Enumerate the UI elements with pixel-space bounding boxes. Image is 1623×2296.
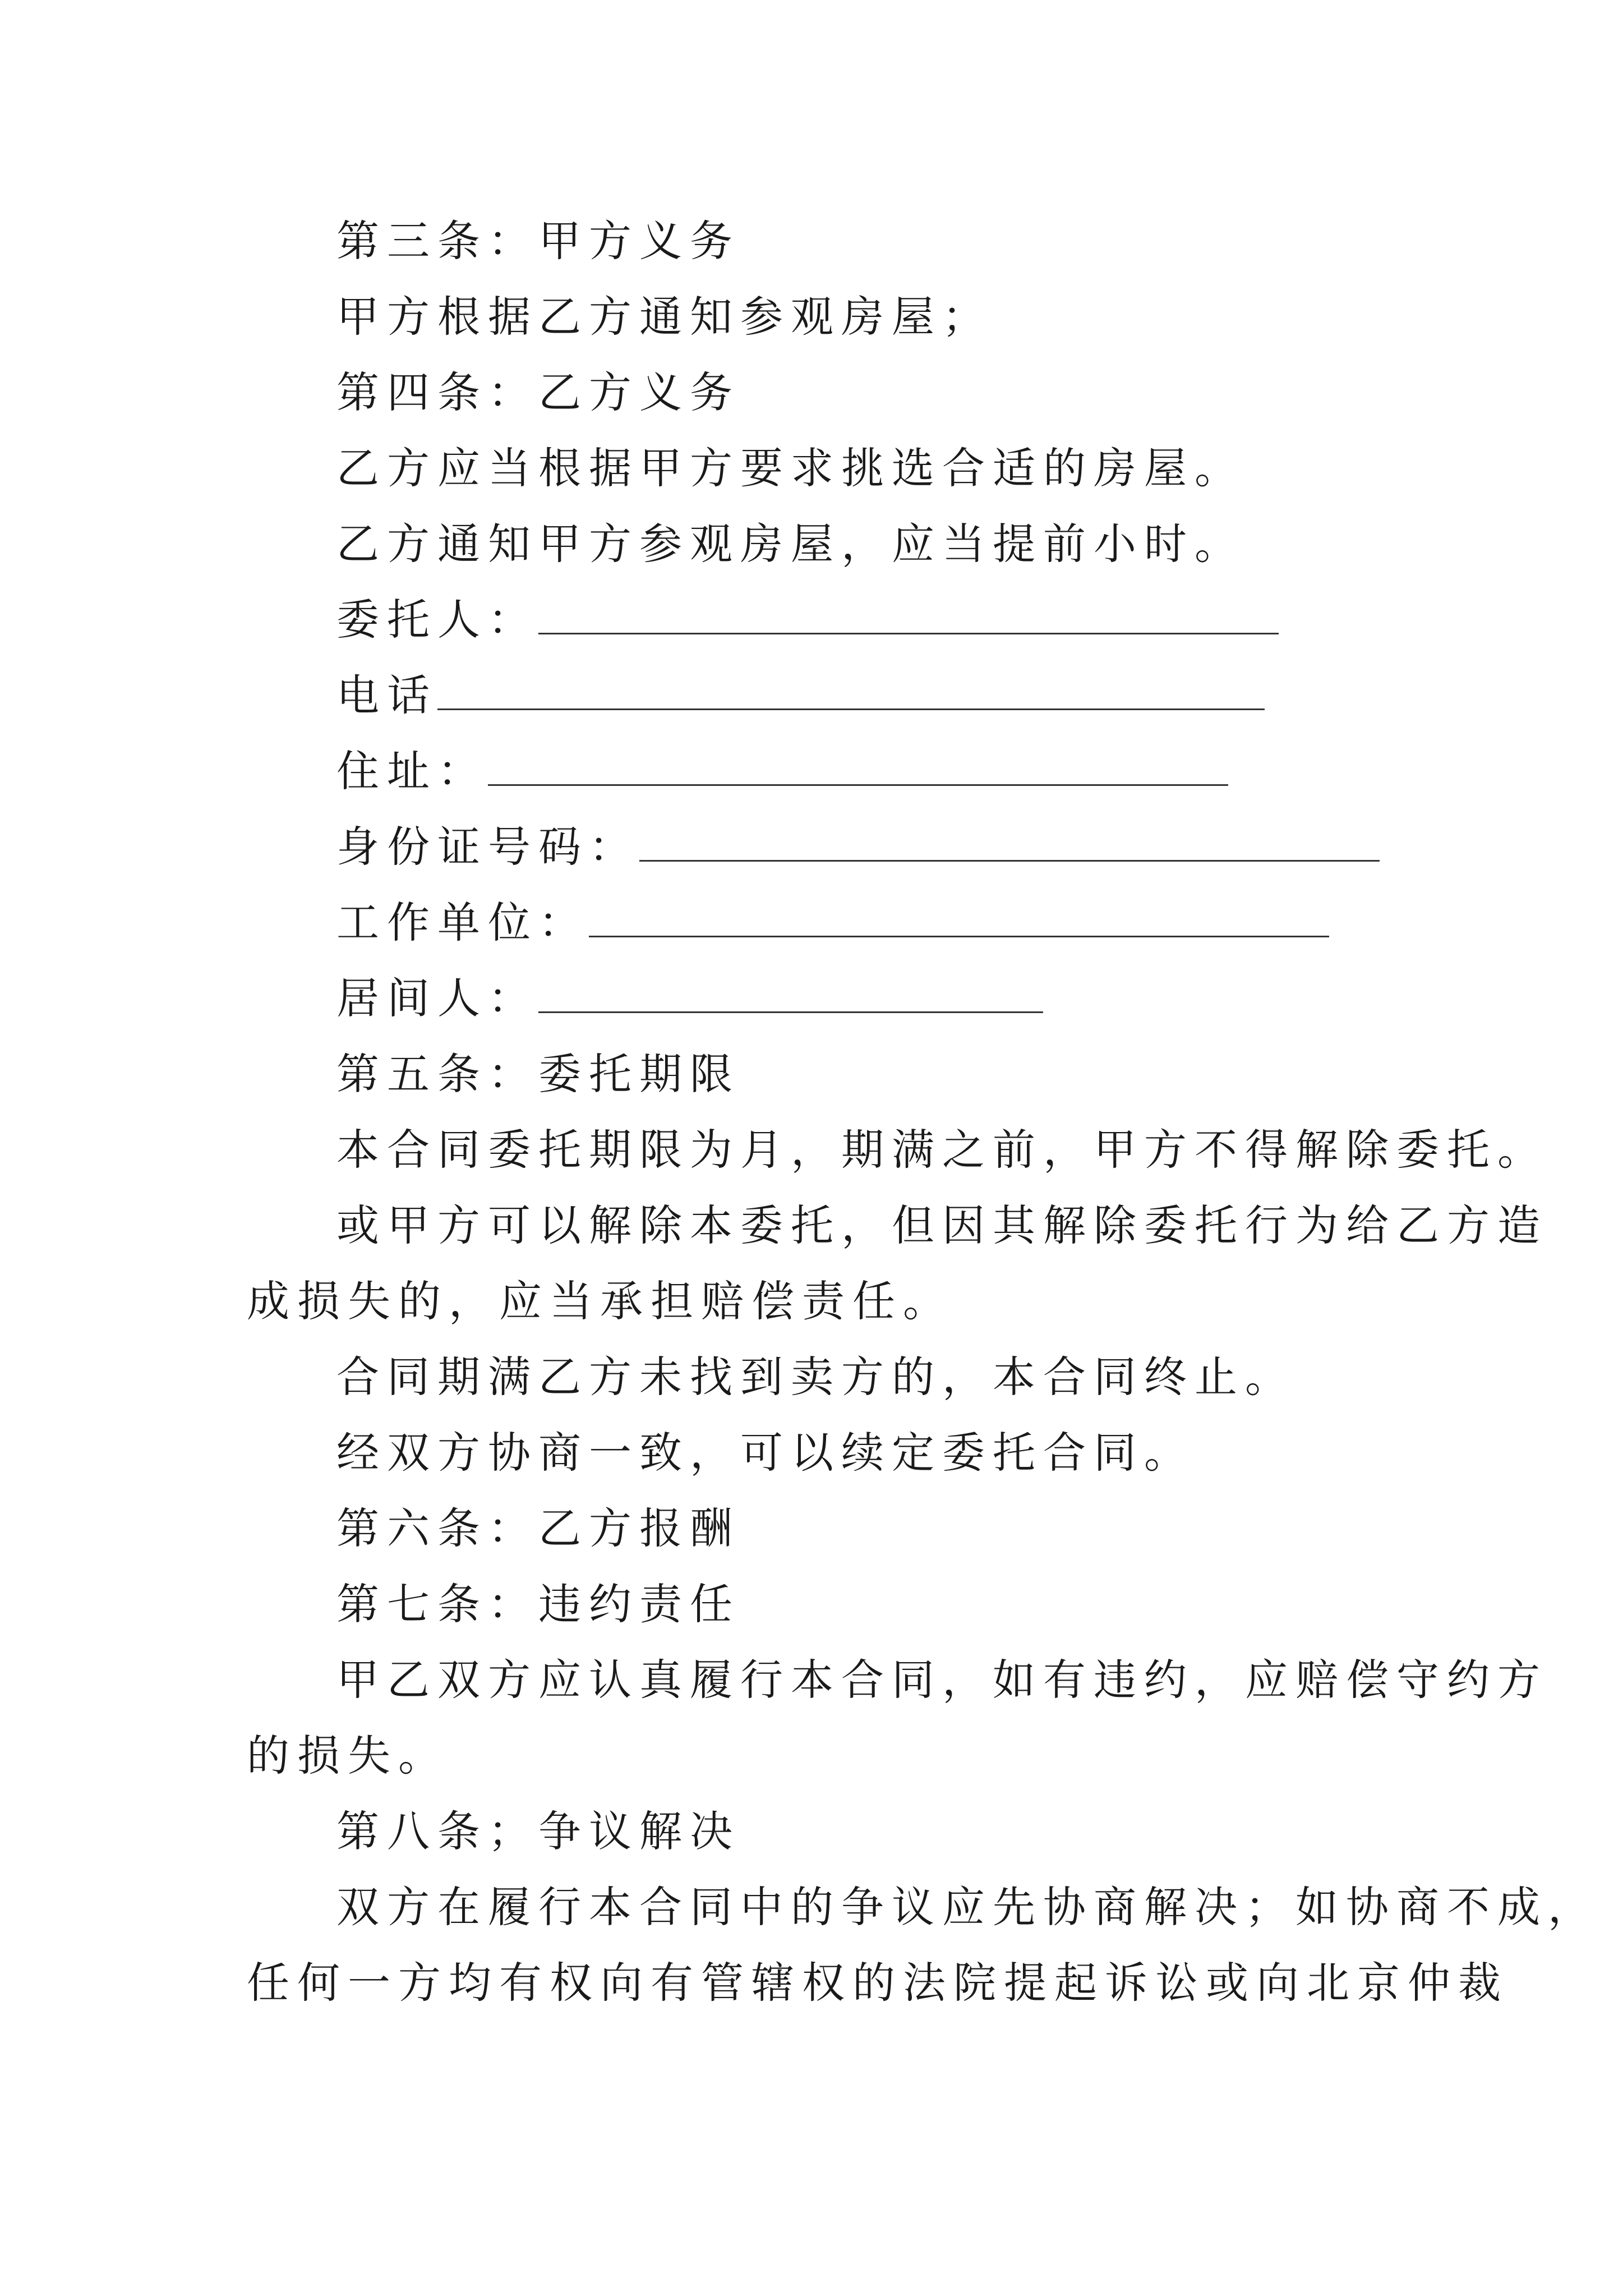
- address-label: 住址：: [336, 746, 488, 796]
- paragraph-text: 合同期满乙方未找到卖方的，本合同终止。: [336, 1352, 1295, 1402]
- article-6-heading-text: 第六条：乙方报酬: [336, 1503, 740, 1553]
- paragraph: [336, 1879, 1598, 1935]
- article-6-heading: [336, 1501, 740, 1557]
- employer-blank-line: [589, 900, 1329, 937]
- phone-field: [336, 668, 1265, 724]
- paragraph: [336, 516, 1245, 572]
- paragraph: [336, 289, 993, 345]
- paragraph-text: 成损失的，应当承担赔偿责任。: [247, 1276, 953, 1326]
- paragraph-continuation: [247, 1273, 953, 1329]
- paragraph: [336, 1349, 1295, 1405]
- client-blank-line: [538, 597, 1279, 634]
- paragraph-text: 乙方应当根据甲方要求挑选合适的房屋。: [336, 443, 1245, 493]
- paragraph: [336, 440, 1245, 496]
- article-4-heading-text: 第四条：乙方义务: [336, 367, 740, 417]
- paragraph: [336, 1652, 1548, 1708]
- paragraph-continuation: [247, 1728, 449, 1784]
- paragraph: [336, 1198, 1548, 1254]
- paragraph-continuation: [247, 1955, 1509, 2011]
- paragraph-text: 本合同委托期限为月，期满之前，甲方不得解除委托。: [336, 1125, 1548, 1175]
- id-number-label: 身份证号码：: [336, 822, 639, 872]
- article-7-heading: [336, 1576, 740, 1632]
- phone-label: 电话: [336, 670, 437, 720]
- address-blank-line: [488, 748, 1228, 786]
- paragraph-text: 或甲方可以解除本委托，但因其解除委托行为给乙方造: [336, 1200, 1548, 1250]
- paragraph: [336, 1425, 1195, 1481]
- paragraph-text: 甲乙双方应认真履行本合同，如有违约，应赔偿守约方: [336, 1655, 1548, 1705]
- article-5-heading-text: 第五条：委托期限: [336, 1049, 740, 1099]
- paragraph-text: 甲方根据乙方通知参观房屋；: [336, 292, 993, 342]
- client-label: 委托人：: [336, 595, 538, 645]
- intermediary-field: [336, 970, 1043, 1027]
- id-number-blank-line: [639, 824, 1380, 862]
- id-number-field: [336, 819, 1380, 875]
- article-8-heading: [336, 1803, 740, 1860]
- client-field: [336, 592, 1279, 648]
- article-3-heading: [336, 213, 740, 269]
- paragraph-text: 任何一方均有权向有管辖权的法院提起诉讼或向北京仲裁: [247, 1958, 1509, 2008]
- intermediary-blank-line: [538, 976, 1043, 1013]
- article-7-heading-text: 第七条：违约责任: [336, 1579, 740, 1629]
- paragraph-text: 双方在履行本合同中的争议应先协商解决；如协商不成，: [336, 1882, 1598, 1932]
- article-3-heading-text: 第三条：甲方义务: [336, 216, 740, 266]
- article-4-heading: [336, 365, 740, 421]
- paragraph-text: 的损失。: [247, 1731, 449, 1780]
- paragraph-text: 乙方通知甲方参观房屋，应当提前小时。: [336, 519, 1245, 569]
- paragraph: [336, 1122, 1548, 1178]
- employer-label: 工作单位：: [336, 898, 589, 947]
- phone-blank-line: [437, 673, 1265, 710]
- article-8-heading-text: 第八条；争议解决: [336, 1806, 740, 1856]
- paragraph-text: 经双方协商一致，可以续定委托合同。: [336, 1428, 1195, 1478]
- address-field: [336, 743, 1228, 799]
- employer-field: [336, 895, 1329, 951]
- article-5-heading: [336, 1046, 740, 1102]
- intermediary-label: 居间人：: [336, 973, 538, 1023]
